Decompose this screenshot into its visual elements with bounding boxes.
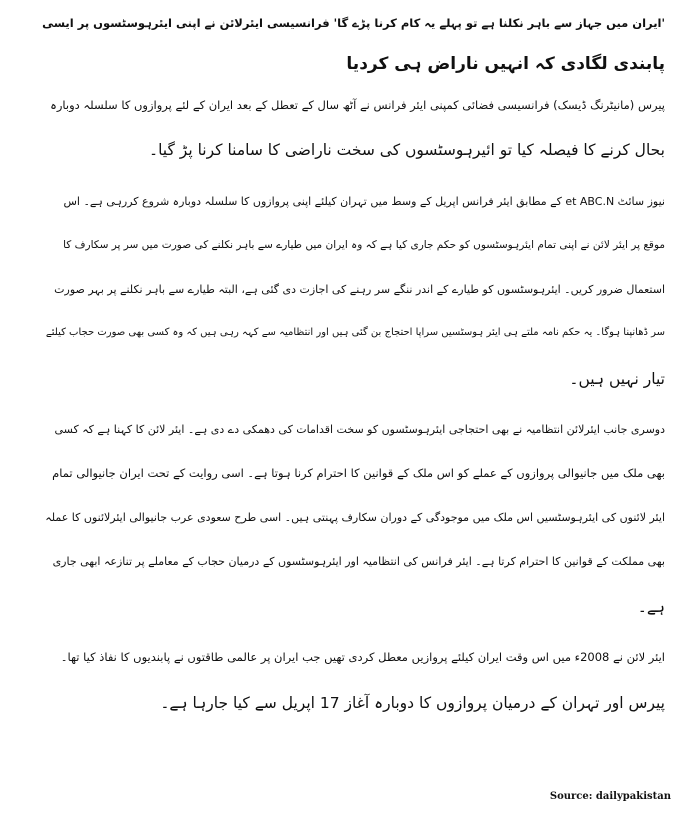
paragraph-line: استعمال ضرور کریں۔ ایئرہوسٹسوں کو طیارے کے اندر ننگے سر رہنے کی اجازت دی گئی ہے، البتہ طیارے سے باہر نکلنے پر بہر صورت [54, 283, 665, 296]
paragraph-line: نیوز سائٹ et ABC.N کے مطابق ایئر فرانس اپریل کے وسط میں تہران کیلئے اپنی پروازوں کا سلسلہ دوبارہ شروع کررہی ہے۔ اس [63, 195, 665, 208]
paragraph-line: موقع پر ایئر لائن نے اپنی تمام ایئرہوسٹسوں کو حکم جاری کیا ہے کہ وہ ایران میں طیارے سے باہر نکلنے کی صورت میں سر پر سکارف کا [63, 239, 665, 251]
paragraph-line: ہے۔ [637, 598, 665, 616]
paragraph-line: بھی مملکت کے قوانین کا احترام کرتا ہے۔ ایئر فرانس کی انتظامیہ اور ایئرہوسٹسوں کے درمیان حجاب کے معاملے پر تنازعہ ابھی جاری [52, 555, 665, 568]
source-credit: Source: dailypakistan [549, 791, 671, 802]
headline-line: 'ایران میں جہاز سے باہر نکلنا ہے تو پہلے یہ کام کرنا پڑے گا' فرانسیسی ایئرلائن نے اپنی ایئرہوسٹسوں پر ایسی [42, 16, 665, 30]
paragraph-line: تیار نہیں ہیں۔ [569, 370, 665, 388]
paragraph-line: ایئر لائن نے 2008ء میں اس وقت ایران کیلئے پروازیں معطل کردی تھیں جب ایران پر عالمی طاقتوں نے پابندیوں کا نفاذ کیا تھا۔ [60, 650, 665, 664]
headline-line: پابندی لگادی کہ انہیں ناراض ہی کردیا [346, 54, 665, 74]
paragraph-line: بحال کرنے کا فیصلہ کیا تو ائیرہوسٹسوں کی سخت ناراضی کا سامنا کرنا پڑ گیا۔ [148, 141, 665, 159]
paragraph-line: دوسری جانب ایئرلائن انتظامیہ نے بھی احتجاجی ایئرہوسٹسوں کو سخت اقدامات کی دھمکی دے دی ہے۔ ایئر لائن کا کہنا ہے کہ کسی [54, 423, 665, 436]
paragraph-line: سر ڈھانپنا ہوگا۔ یہ حکم نامہ ملتے ہی ایئر ہوسٹسیں سراپا احتجاج بن گئی ہیں اور انتظامیہ سے کہہ رہی ہیں کہ وہ کسی بھی صورت حجاب کیلئے [45, 327, 665, 338]
paragraph-line: پیرس اور تہران کے درمیان پروازوں کا دوبارہ آغاز 17 اپریل سے کیا جارہا ہے۔ [160, 694, 665, 712]
paragraph-line: پیرس (مانیٹرنگ ڈیسک) فرانسیسی فضائی کمپنی ایئر فرانس نے آٹھ سال کے تعطل کے بعد ایران کے لئے پروازوں کا سلسلہ دوبارہ [50, 98, 665, 112]
paragraph-line: ایئر لائنوں کی ایئرہوسٹسیں اس ملک میں موجودگی کے دوران سکارف پہنتی ہیں۔ اسی طرح سعودی عرب جانیوالی ایئرلائنوں کا عملہ [45, 511, 665, 524]
paragraph-line: بھی ملک میں جانیوالی پروازوں کے عملے کو اس ملک کے قوانین کا احترام کرنا ہوتا ہے۔ اسی روایت کے تحت ایران جانیوالی تمام [52, 466, 665, 480]
